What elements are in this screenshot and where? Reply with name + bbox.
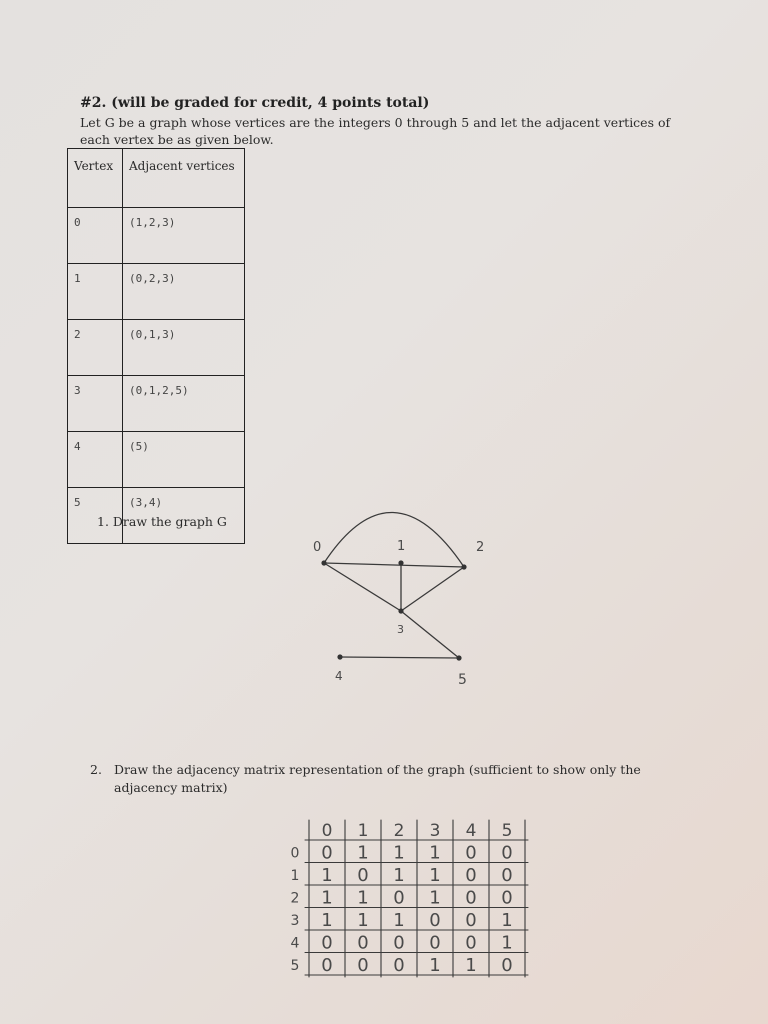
problem-intro: Let G be a graph whose vertices are the integers 0 through 5 and let the adjacent vertices of each vertex be as given below. [80,115,671,147]
matrix-cell: 1 [501,910,513,931]
adjacent-cell: (0,1,2,5) [123,376,245,432]
matrix-row-label: 4 [290,935,300,952]
matrix-cell: 0 [393,932,405,954]
adjacent-cell: (0,1,3) [123,320,245,376]
vertex-label-2: 2 [476,540,485,555]
matrix-cell: 0 [465,932,477,954]
adjacent-cell: (5) [123,432,245,488]
problem-heading: #2. (will be graded for credit, 4 points total) [80,95,430,111]
matrix-cell: 1 [357,842,369,864]
vertex-label-4: 4 [335,669,343,683]
vertex-label-1: 1 [397,539,406,554]
vertex-label-0: 0 [313,540,322,555]
matrix-cell: 1 [393,910,405,931]
vertex-label-5: 5 [458,672,467,688]
question-2-number: 2. [90,762,102,777]
matrix-cell: 0 [501,842,513,864]
matrix-cell: 0 [465,865,477,886]
matrix-cell: 1 [393,865,405,886]
matrix-cell: 1 [501,932,513,954]
question-2-text: Draw the adjacency matrix representation of the graph (sufficient to show only the adjacency matrix) [114,762,641,795]
vertex-cell: 2 [68,320,123,376]
matrix-cell: 0 [501,955,513,976]
matrix-cell: 0 [465,842,477,864]
matrix-cell: 0 [321,955,333,976]
matrix-row-label: 3 [290,913,300,929]
question-1: 1. Draw the graph G [97,514,227,529]
matrix-column-label: 3 [429,821,441,841]
matrix-cell: 1 [465,955,477,976]
matrix-cell: 0 [465,887,477,909]
matrix-cell: 1 [429,955,441,976]
matrix-row-label: 5 [290,958,300,974]
matrix-cell: 0 [393,887,405,909]
matrix-cell: 0 [429,910,441,931]
matrix-cell: 0 [501,887,513,909]
matrix-cell: 1 [321,865,333,886]
matrix-cell: 0 [357,865,369,886]
matrix-cell: 1 [429,887,441,909]
adjacent-cell: (0,2,3) [123,264,245,320]
matrix-cell: 0 [321,932,333,954]
matrix-column-label: 2 [393,821,405,841]
matrix-cell: 1 [321,910,333,931]
matrix-cell: 1 [429,865,441,886]
matrix-row-label: 1 [290,868,300,884]
matrix-row-label: 0 [290,845,300,862]
matrix-column-label: 5 [501,821,513,841]
vertex-cell: 3 [68,376,123,432]
matrix-cell: 0 [429,932,441,954]
adjacent-cell: (3,4) [123,488,245,544]
matrix-column-label: 1 [357,821,369,841]
matrix-cell: 0 [393,955,405,976]
adjacent-cell: (1,2,3) [123,208,245,264]
matrix-cell: 1 [429,842,441,864]
header-vertex: Vertex [68,149,123,208]
matrix-cell: 1 [357,910,369,931]
matrix-grid [305,820,528,977]
vertex-cell: 4 [68,432,123,488]
vertex-cell: 1 [68,264,123,320]
matrix-cell: 0 [465,910,477,931]
matrix-cell: 1 [357,887,369,909]
matrix-cell: 0 [357,932,369,954]
matrix-column-label: 4 [465,821,477,841]
vertex-cell: 5 [68,488,123,544]
matrix-cell: 0 [501,865,513,886]
vertex-cell: 0 [68,208,123,264]
matrix-cell: 1 [393,842,405,864]
matrix-column-label: 0 [321,821,333,841]
header-adjacent-vertices: Adjacent vertices [123,149,245,208]
matrix-row-label: 2 [290,890,300,907]
matrix-cell: 0 [321,842,333,864]
vertex-label-3: 3 [397,623,404,636]
matrix-cell: 0 [357,955,369,976]
matrix-cell: 1 [321,887,333,909]
